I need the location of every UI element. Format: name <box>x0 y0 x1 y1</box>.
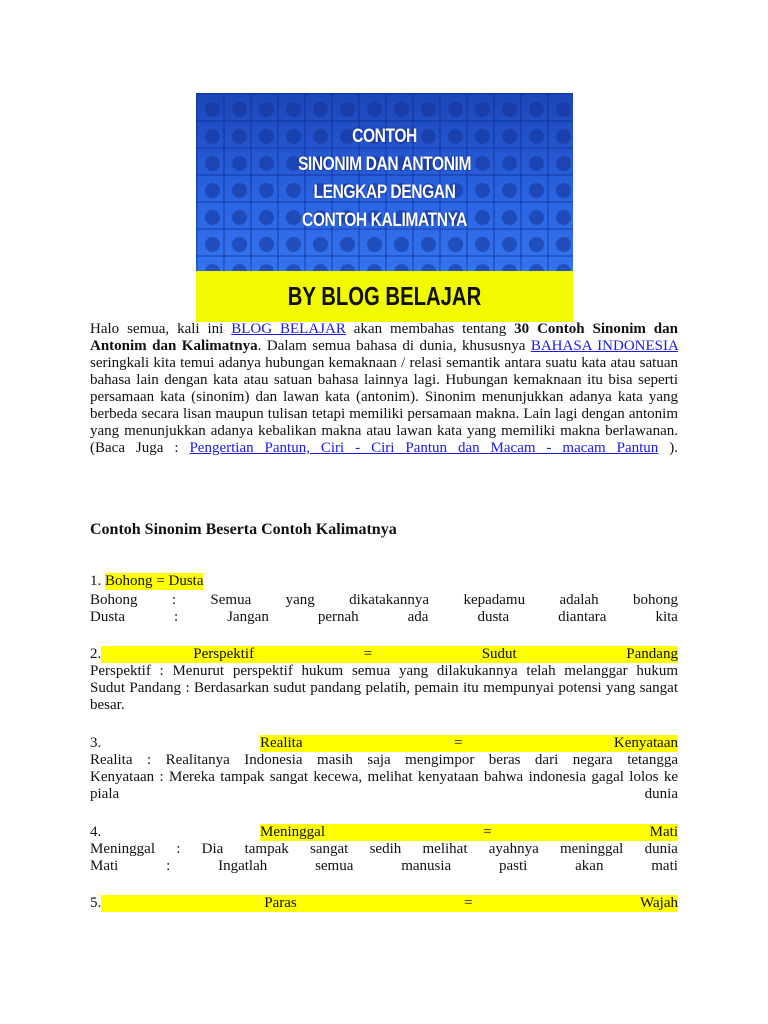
example-word: dunia <box>644 841 678 857</box>
synonym-item-2-header <box>90 646 678 663</box>
banner-byline: BY BLOG BELAJAR <box>287 281 482 311</box>
example-word: semua <box>315 858 354 874</box>
example-word: : <box>174 609 179 625</box>
example-word: akan <box>575 858 604 874</box>
example-word: dikatakannya <box>349 592 430 608</box>
synonym: Kenyataan <box>613 735 678 751</box>
example-word: mati <box>651 858 678 874</box>
synonym: Wajah <box>640 895 678 911</box>
example-word: adalah <box>559 592 599 608</box>
synonym: Sudut <box>481 646 517 662</box>
example-word: dusta <box>477 609 510 625</box>
word: Meninggal <box>260 824 325 840</box>
example-word: bohong <box>632 592 678 608</box>
banner-title <box>230 123 539 235</box>
example-word: melihat <box>422 841 468 857</box>
example-word: : <box>166 858 171 874</box>
example-word: kepadamu <box>463 592 526 608</box>
example-word: dunia <box>644 786 678 802</box>
example-sentence <box>90 663 678 680</box>
article-banner-image <box>196 93 573 322</box>
example-word: piala <box>90 786 120 802</box>
item-number: 5. <box>90 895 102 911</box>
example-word: Dia <box>201 841 224 857</box>
banner-blue-pattern <box>196 93 573 271</box>
section-heading: Contoh Sinonim Beserta Contoh Kalimatnya <box>90 521 397 538</box>
example-word: sangat <box>310 841 349 857</box>
synonym-pair-highlight <box>105 573 203 590</box>
example-text: Perspektif : Menurut perspektif hukum semua yang dilakukannya telah melanggar hukum <box>90 663 678 679</box>
word: Perspektif <box>193 646 255 662</box>
synonym-item-4-header <box>90 824 678 841</box>
banner-yellow-strip <box>196 271 573 322</box>
synonym-item-1-header <box>90 573 678 590</box>
item-number: 2. <box>90 646 102 662</box>
synonym-item-3-header <box>90 735 678 752</box>
banner-title-line: CONTOH <box>352 126 417 147</box>
equals-sign: = <box>464 895 473 911</box>
synonym-pair-highlight <box>260 824 678 841</box>
item-number: 4. <box>90 824 102 840</box>
example-word: Jangan <box>227 609 269 625</box>
synonym-pair-highlight <box>101 895 678 912</box>
word: Paras <box>264 895 297 911</box>
intro-text: ). <box>658 440 678 456</box>
example-word: sedih <box>369 841 402 857</box>
example-sentence <box>90 752 678 769</box>
word: Bohong <box>105 573 153 589</box>
example-word: : <box>171 592 177 608</box>
example-sentence <box>90 786 678 803</box>
equals-sign: = <box>156 573 165 589</box>
item-number: 1. <box>90 573 102 589</box>
banner-title-line: CONTOH KALIMATNYA <box>302 210 467 231</box>
baca-juga-pantun-link[interactable]: Pengertian Pantun, Ciri - Ciri Pantun dan Macam - macam Pantun <box>189 440 659 456</box>
equals-sign: = <box>453 735 463 751</box>
example-text: besar. <box>90 697 125 713</box>
example-word: ayahnya <box>488 841 539 857</box>
example-word: manusia <box>401 858 452 874</box>
bahasa-indonesia-link[interactable]: BAHASA INDONESIA <box>530 338 678 354</box>
example-sentence <box>90 841 678 858</box>
intro-text: akan membahas tentang <box>345 321 515 337</box>
example-sentence <box>90 769 678 786</box>
example-text: Sudut Pandang : Berdasarkan sudut pandang pelatih, pemain itu mempunyai potensi yang sangat <box>90 680 678 696</box>
equals-sign: = <box>483 824 492 840</box>
intro-paragraph <box>90 321 678 457</box>
synonym: Mati <box>649 824 678 840</box>
example-sentence <box>90 680 678 697</box>
example-word: Bohong <box>90 592 138 608</box>
item-number: 3. <box>90 735 102 751</box>
example-text: Kenyataan : Mereka tampak sangat kecewa, melihat kenyataan bahwa indonesia gagal lolos ke <box>90 769 678 785</box>
example-word: : <box>176 841 181 857</box>
example-word: pernah <box>317 609 359 625</box>
equals-sign: = <box>363 646 373 662</box>
banner-title-line: LENGKAP DENGAN <box>313 182 456 203</box>
example-sentence <box>90 609 678 626</box>
example-sentence <box>90 858 678 875</box>
example-word: kita <box>655 609 678 625</box>
word: Realita <box>260 735 303 751</box>
example-word: Meninggal <box>90 841 155 857</box>
example-word: pasti <box>498 858 528 874</box>
example-word: meninggal <box>559 841 624 857</box>
synonym-pair-highlight <box>101 646 678 663</box>
banner-title-line: SINONIM DAN ANTONIM <box>297 154 472 175</box>
synonym: Pandang <box>626 646 678 662</box>
intro-text: . Dalam semua bahasa di dunia, khususnya <box>257 338 531 354</box>
example-word: diantara <box>558 609 607 625</box>
intro-bold-topic: 30 Contoh Sinonim dan Antonim dan Kalimatnya <box>90 321 678 354</box>
intro-text: Halo semua, kali ini <box>90 321 232 337</box>
synonym-item-5-header <box>90 895 678 912</box>
example-word: ada <box>407 609 429 625</box>
blog-belajar-link[interactable]: BLOG BELAJAR <box>231 321 346 337</box>
example-text: Realita : Realitanya Indonesia masih saja mengimpor beras dari negara tetangga <box>90 752 678 768</box>
example-word: Ingatlah <box>218 858 268 874</box>
example-word: Dusta <box>90 609 125 625</box>
synonym-pair-highlight <box>260 735 678 752</box>
example-sentence <box>90 592 678 609</box>
example-sentence <box>90 697 678 714</box>
intro-text: seringkali kita temui adanya hubungan kemaknaan / relasi semantik antara suatu kata atau satuan bahasa lain dengan kata atau satuan bahasa lainnya lagi. Hubungan kemaknaan itu bisa seperti persamaan kata (sinonim) dan lawan kata (antonim). Sinonim menunjukkan adanya kata yang berbeda secara lisan maupun tulisan tetapi memiliki persamaan makna. Lain lagi dengan antonim yang menunjukkan adanya kebalikan makna atau lawan kata yang memiliki makna berlawanan. (Baca Juga : <box>90 355 678 456</box>
example-word: yang <box>285 592 315 608</box>
example-word: Semua <box>210 592 252 608</box>
synonym: Dusta <box>168 573 204 589</box>
example-word: Mati <box>90 858 119 874</box>
example-word: tampak <box>244 841 289 857</box>
